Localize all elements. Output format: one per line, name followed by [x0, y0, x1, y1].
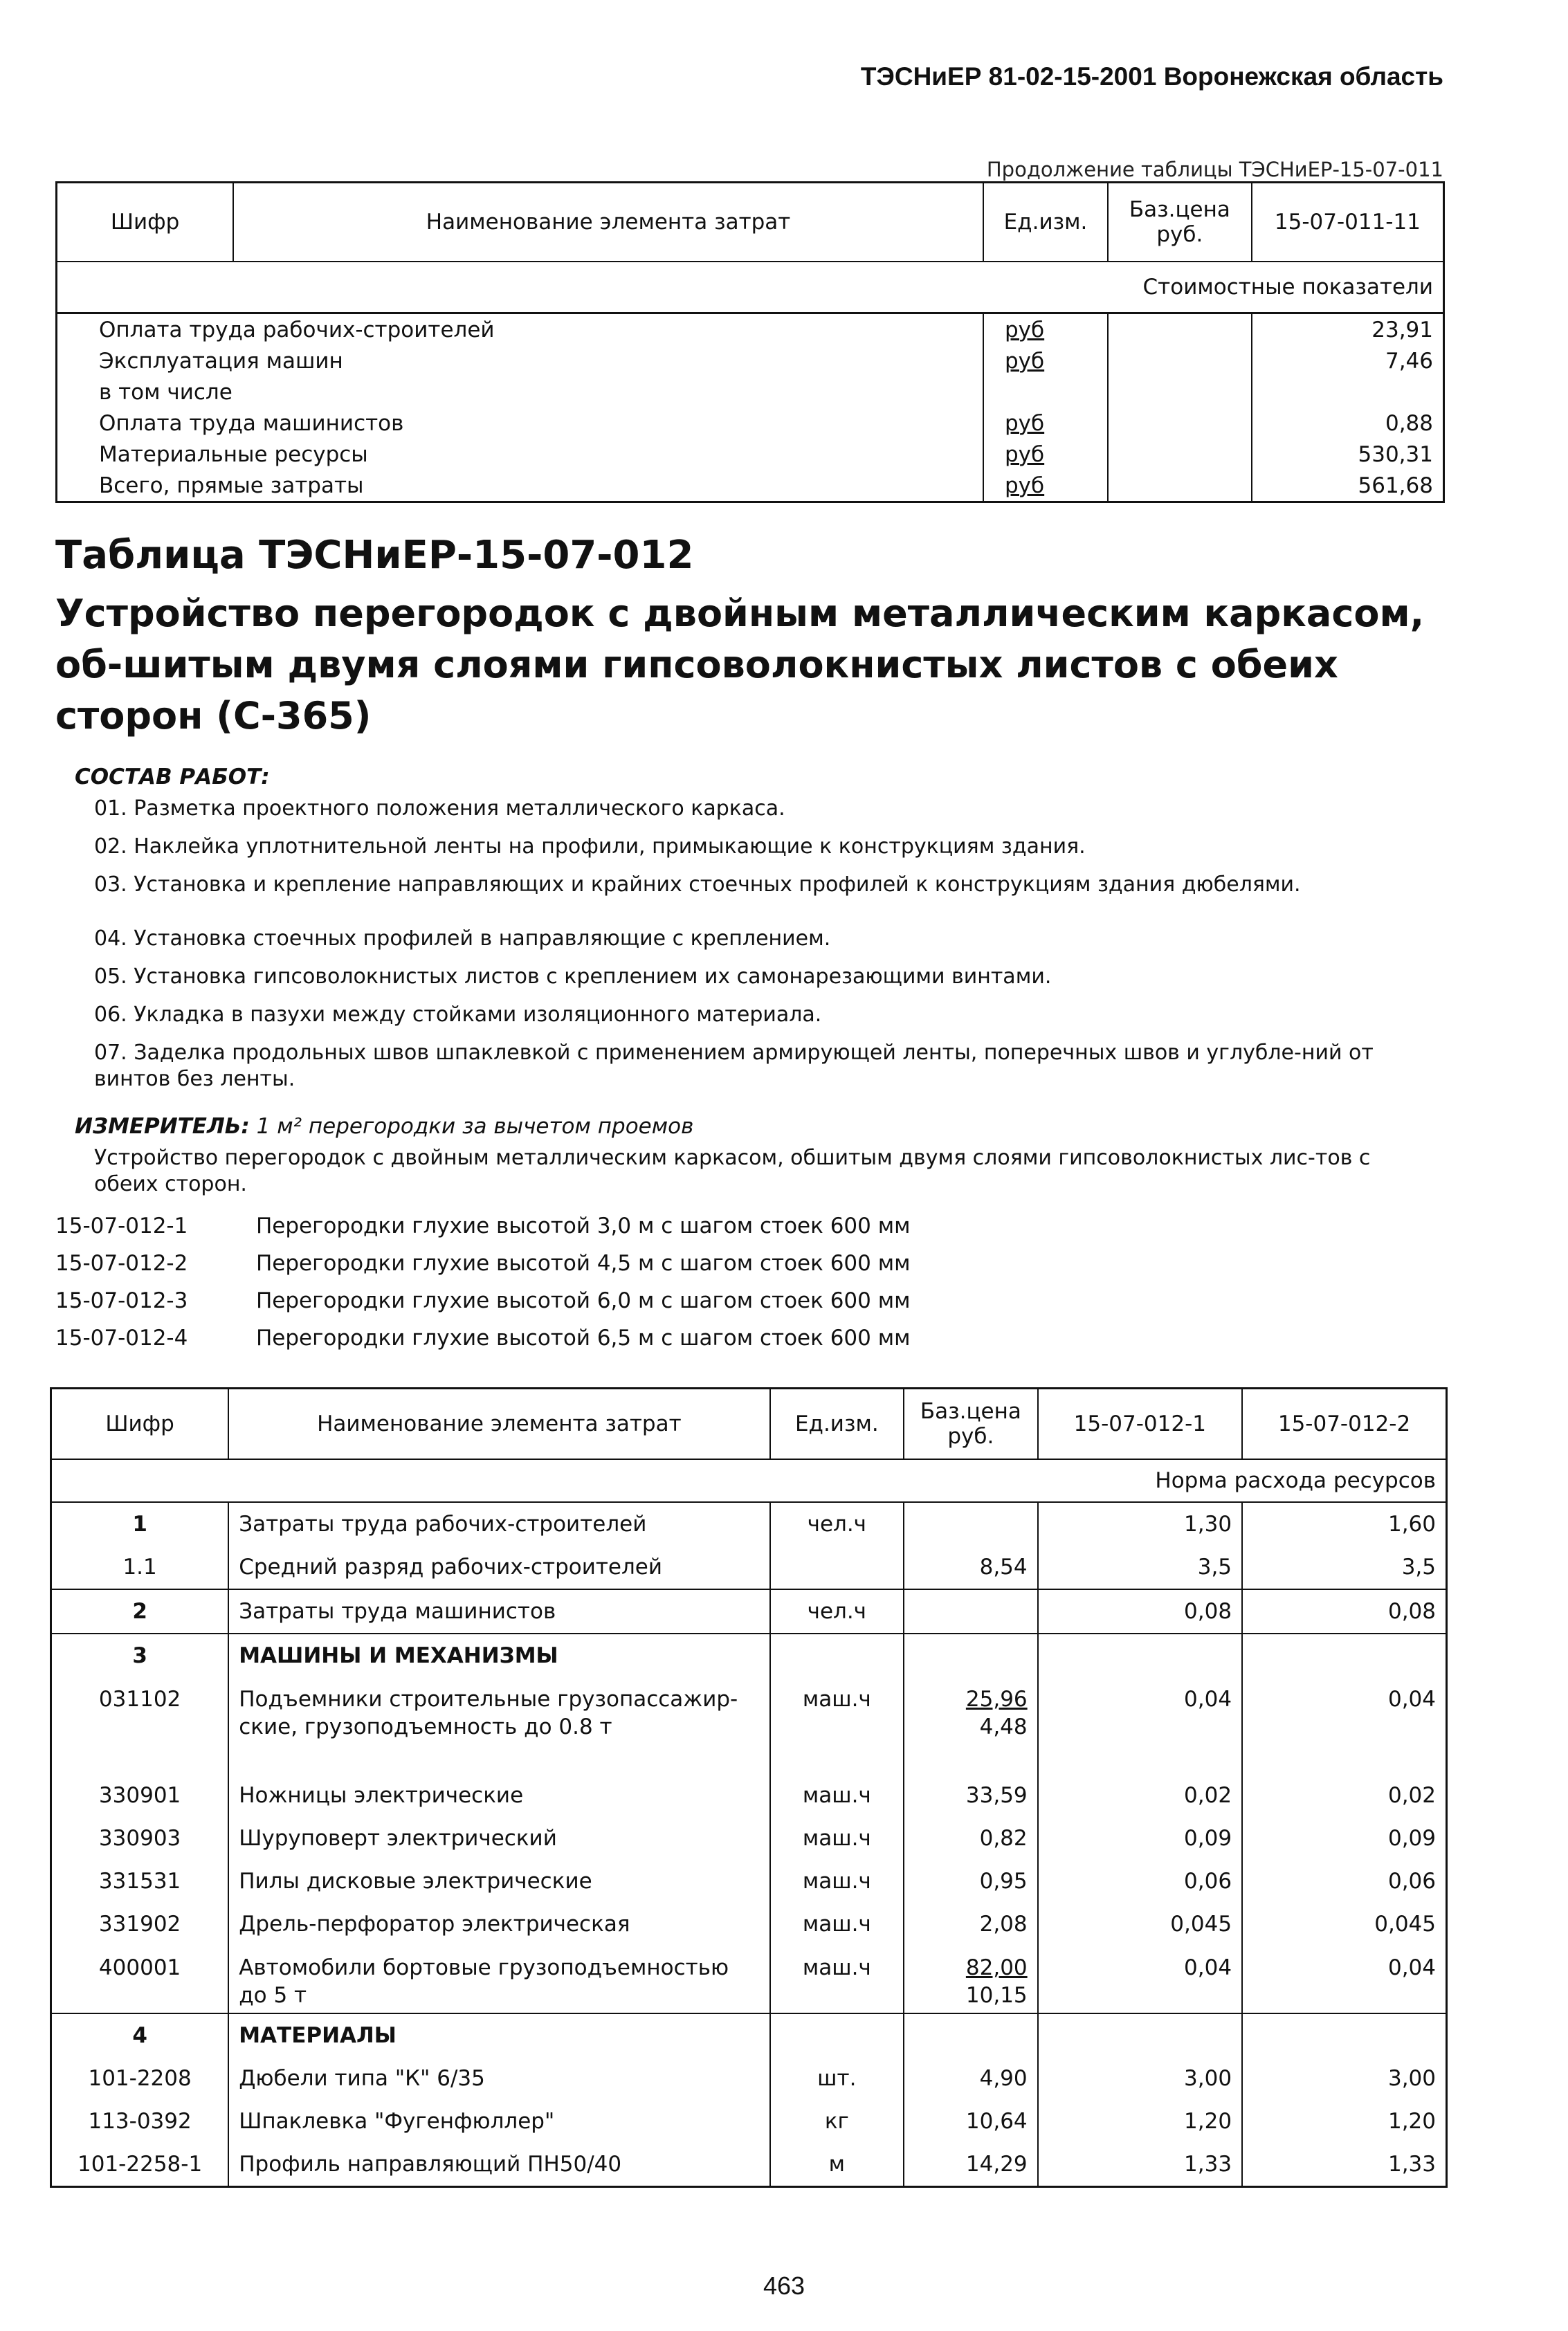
row-unit: чел.ч — [770, 1589, 904, 1634]
column-header: Наименование элемента затрат — [233, 183, 983, 262]
row-value-2: 3,00 — [1242, 2057, 1446, 2100]
row-value-1: 1,30 — [1038, 1502, 1242, 1546]
cost-price — [1108, 470, 1252, 502]
row-name: Шуруповерт электрический — [228, 1817, 769, 1860]
subheader-label: Стоимостные показатели — [57, 262, 1444, 313]
resource-norms-table — [50, 1387, 1448, 2188]
row-value-2: 0,045 — [1242, 1903, 1446, 1946]
row-value-2: 0,04 — [1242, 1677, 1446, 1774]
cost-unit: руб — [983, 470, 1108, 502]
column-header: 15-07-011-11 — [1252, 183, 1444, 262]
row-name: Дюбели типа "К" 6/35 — [228, 2057, 769, 2100]
row-unit: кг — [770, 2100, 904, 2143]
row-code: 331902 — [51, 1903, 229, 1946]
works-heading: СОСТАВ РАБОТ: — [75, 765, 270, 789]
table-row — [57, 470, 1444, 502]
table-row — [51, 1589, 1447, 1634]
code-id: 15-07-012-3 — [55, 1288, 188, 1313]
row-code: 400001 — [51, 1946, 229, 2013]
work-item: 07. Заделка продольных швов шпаклевкой с применением армирующей ленты, поперечных швов и углубле-ний от винтов без ленты. — [94, 1041, 1374, 1091]
row-code: 101-2258-1 — [51, 2143, 229, 2187]
table-subheader-row — [51, 1459, 1447, 1502]
row-price — [904, 1502, 1038, 1546]
row-code: 330903 — [51, 1817, 229, 1860]
cost-name: Всего, прямые затраты — [57, 470, 984, 502]
row-name: Средний разряд рабочих-строителей — [228, 1546, 769, 1589]
row-unit: маш.ч — [770, 1860, 904, 1903]
cost-value: 23,91 — [1252, 313, 1444, 346]
row-name: Затраты труда рабочих-строителей — [228, 1502, 769, 1546]
section-code: 4 — [51, 2013, 229, 2057]
table-row — [57, 313, 1444, 346]
code-id: 15-07-012-1 — [55, 1214, 188, 1238]
cost-value: 0,88 — [1252, 408, 1444, 439]
cost-price — [1108, 345, 1252, 376]
code-list — [55, 1207, 911, 1357]
row-name: Пилы дисковые электрические — [228, 1860, 769, 1903]
row-name: Шпаклевка "Фугенфюллер" — [228, 2100, 769, 2143]
cost-value: 561,68 — [1252, 470, 1444, 502]
row-value-1: 0,04 — [1038, 1946, 1242, 2013]
row-unit: маш.ч — [770, 1903, 904, 1946]
row-value-2: 1,20 — [1242, 2100, 1446, 2143]
cost-name: Оплата труда рабочих-строителей — [57, 313, 984, 346]
code-text: Перегородки глухие высотой 3,0 м с шагом стоек 600 мм — [256, 1214, 911, 1238]
row-value-1: 3,5 — [1038, 1546, 1242, 1589]
table-subheader-row — [57, 262, 1444, 313]
column-header: Ед.изм. — [983, 183, 1108, 262]
code-item — [55, 1207, 911, 1245]
row-unit: маш.ч — [770, 1946, 904, 2013]
code-item — [55, 1282, 911, 1319]
section-title: МАТЕРИАЛЫ — [228, 2013, 769, 2057]
row-price — [904, 1589, 1038, 1634]
price-secondary: 10,15 — [965, 1983, 1028, 2008]
section-row — [51, 1634, 1447, 1677]
row-value-2: 0,06 — [1242, 1860, 1446, 1903]
row-price: 33,59 — [904, 1774, 1038, 1817]
table-row — [51, 2143, 1447, 2187]
row-price: 10,64 — [904, 2100, 1038, 2143]
row-code: 2 — [51, 1589, 229, 1634]
row-value-1: 1,20 — [1038, 2100, 1242, 2143]
work-item: 03. Установка и крепление направляющих и крайних стоечных профилей к конструкциям здания дюбелями. — [94, 872, 1301, 897]
row-price: 14,29 — [904, 2143, 1038, 2187]
cost-price — [1108, 313, 1252, 346]
column-header: Шифр — [51, 1389, 229, 1460]
row-value-2: 0,04 — [1242, 1946, 1446, 2013]
section-code: 3 — [51, 1634, 229, 1677]
cost-unit: руб — [983, 313, 1108, 346]
row-price: 0,82 — [904, 1817, 1038, 1860]
price-value: 25,96 — [965, 1687, 1028, 1712]
column-header: Баз.цена руб. — [904, 1389, 1038, 1460]
row-price — [904, 1677, 1038, 1774]
row-value-2: 3,5 — [1242, 1546, 1446, 1589]
row-value-2: 0,08 — [1242, 1589, 1446, 1634]
row-value-1: 0,04 — [1038, 1677, 1242, 1774]
row-value-2: 0,09 — [1242, 1817, 1446, 1860]
page-number: 463 — [763, 2271, 805, 2300]
row-value-2: 1,60 — [1242, 1502, 1446, 1546]
row-unit: м — [770, 2143, 904, 2187]
cost-unit: руб — [983, 345, 1108, 376]
table-row — [51, 1817, 1447, 1860]
column-header: Ед.изм. — [770, 1389, 904, 1460]
table-row — [51, 2057, 1447, 2100]
row-code: 031102 — [51, 1677, 229, 1774]
cost-name: Материальные ресурсы — [57, 439, 984, 470]
table-row — [57, 376, 1444, 408]
cost-name: Оплата труда машинистов — [57, 408, 984, 439]
row-code: 330901 — [51, 1774, 229, 1817]
row-code: 331531 — [51, 1860, 229, 1903]
row-name: Профиль направляющий ПН50/40 — [228, 2143, 769, 2187]
table-row — [51, 1860, 1447, 1903]
column-header: Шифр — [57, 183, 234, 262]
table-row — [57, 408, 1444, 439]
table-subtitle: Устройство перегородок с двойным металлическим каркасом, об-шитым двумя слоями гипсоволокнистых листов с обеих сторон (С-365) — [55, 592, 1425, 738]
row-price — [904, 1946, 1038, 2013]
measurer-description: Устройство перегородок с двойным металлическим каркасом, обшитым двумя слоями гипсоволокнистых лис-тов с обеих сторон. — [94, 1146, 1371, 1196]
work-item: 01. Разметка проектного положения металлического каркаса. — [94, 796, 785, 821]
row-name: Ножницы электрические — [228, 1774, 769, 1817]
work-item: 06. Укладка в пазухи между стойками изоляционного материала. — [94, 1003, 822, 1027]
row-name: Затраты труда машинистов — [228, 1589, 769, 1634]
table-header-row — [57, 183, 1444, 262]
cost-unit: руб — [983, 439, 1108, 470]
cost-unit: руб — [983, 408, 1108, 439]
table-row — [51, 1774, 1447, 1817]
table-row — [51, 1546, 1447, 1589]
row-value-1: 0,045 — [1038, 1903, 1242, 1946]
row-unit — [770, 1546, 904, 1589]
row-value-2: 1,33 — [1242, 2143, 1446, 2187]
cost-price — [1108, 408, 1252, 439]
cost-value: 530,31 — [1252, 439, 1444, 470]
row-value-2: 0,02 — [1242, 1774, 1446, 1817]
row-unit: маш.ч — [770, 1817, 904, 1860]
cost-name: в том числе — [57, 376, 984, 408]
row-name: Подъемники строительные грузопассажир-ские, грузоподъемность до 0.8 т — [228, 1677, 769, 1774]
table-row — [51, 1677, 1447, 1774]
column-header: Наименование элемента затрат — [228, 1389, 769, 1460]
row-value-1: 3,00 — [1038, 2057, 1242, 2100]
code-id: 15-07-012-4 — [55, 1326, 188, 1351]
price-secondary: 4,48 — [979, 1715, 1028, 1739]
row-unit: шт. — [770, 2057, 904, 2100]
table-row — [57, 345, 1444, 376]
row-unit: чел.ч — [770, 1502, 904, 1546]
code-id: 15-07-012-2 — [55, 1251, 188, 1276]
row-unit: маш.ч — [770, 1774, 904, 1817]
row-value-1: 0,09 — [1038, 1817, 1242, 1860]
row-value-1: 0,08 — [1038, 1589, 1242, 1634]
works-list — [94, 796, 1437, 1104]
row-price: 0,95 — [904, 1860, 1038, 1903]
row-code: 1.1 — [51, 1546, 229, 1589]
table-row — [51, 1946, 1447, 2013]
document-header-title: ТЭСНиЕР 81-02-15-2001 Воронежская область — [860, 62, 1443, 91]
row-value-1: 1,33 — [1038, 2143, 1242, 2187]
row-price: 4,90 — [904, 2057, 1038, 2100]
cost-price — [1108, 376, 1252, 408]
column-header: 15-07-012-1 — [1038, 1389, 1242, 1460]
work-item: 05. Установка гипсоволокнистых листов с креплением их самонарезающими винтами. — [94, 965, 1052, 989]
row-name: Дрель-перфоратор электрическая — [228, 1903, 769, 1946]
work-item: 02. Наклейка уплотнительной ленты на профили, примыкающие к конструкциям здания. — [94, 834, 1086, 859]
code-text: Перегородки глухие высотой 4,5 м с шагом стоек 600 мм — [256, 1251, 911, 1276]
column-header: Баз.цена руб. — [1108, 183, 1252, 262]
row-value-1: 0,02 — [1038, 1774, 1242, 1817]
measurer-label: ИЗМЕРИТЕЛЬ: — [75, 1114, 250, 1139]
code-item — [55, 1319, 911, 1357]
table-row — [51, 1502, 1447, 1546]
cost-value: 7,46 — [1252, 345, 1444, 376]
cost-unit — [983, 376, 1108, 408]
row-price: 2,08 — [904, 1903, 1038, 1946]
cost-name: Эксплуатация машин — [57, 345, 984, 376]
table-title: Таблица ТЭСНиЕР-15-07-012 — [55, 533, 694, 578]
cost-value — [1252, 376, 1444, 408]
table-row — [57, 439, 1444, 470]
measurer — [75, 1114, 693, 1139]
column-header: 15-07-012-2 — [1242, 1389, 1446, 1460]
table-header-row — [51, 1389, 1447, 1460]
row-code: 101-2208 — [51, 2057, 229, 2100]
work-item: 04. Установка стоечных профилей в направляющие с креплением. — [94, 926, 831, 951]
subheader-label: Норма расхода ресурсов — [51, 1459, 1447, 1502]
table-row — [51, 2100, 1447, 2143]
row-unit: маш.ч — [770, 1677, 904, 1774]
price-value: 82,00 — [965, 1955, 1028, 1980]
row-value-1: 0,06 — [1038, 1860, 1242, 1903]
code-text: Перегородки глухие высотой 6,5 м с шагом стоек 600 мм — [256, 1326, 911, 1351]
row-code: 113-0392 — [51, 2100, 229, 2143]
cost-price — [1108, 439, 1252, 470]
row-price: 8,54 — [904, 1546, 1038, 1589]
cost-indicators-table — [55, 181, 1445, 503]
section-title: МАШИНЫ И МЕХАНИЗМЫ — [228, 1634, 769, 1677]
table-row — [51, 1903, 1447, 1946]
section-row — [51, 2013, 1447, 2057]
code-item — [55, 1245, 911, 1282]
code-text: Перегородки глухие высотой 6,0 м с шагом стоек 600 мм — [256, 1288, 911, 1313]
row-name: Автомобили бортовые грузоподъемностью до 5 т — [228, 1946, 769, 2013]
measurer-value: 1 м² перегородки за вычетом проемов — [256, 1114, 694, 1139]
row-code: 1 — [51, 1502, 229, 1546]
continuation-caption: Продолжение таблицы ТЭСНиЕР-15-07-011 — [986, 158, 1443, 181]
